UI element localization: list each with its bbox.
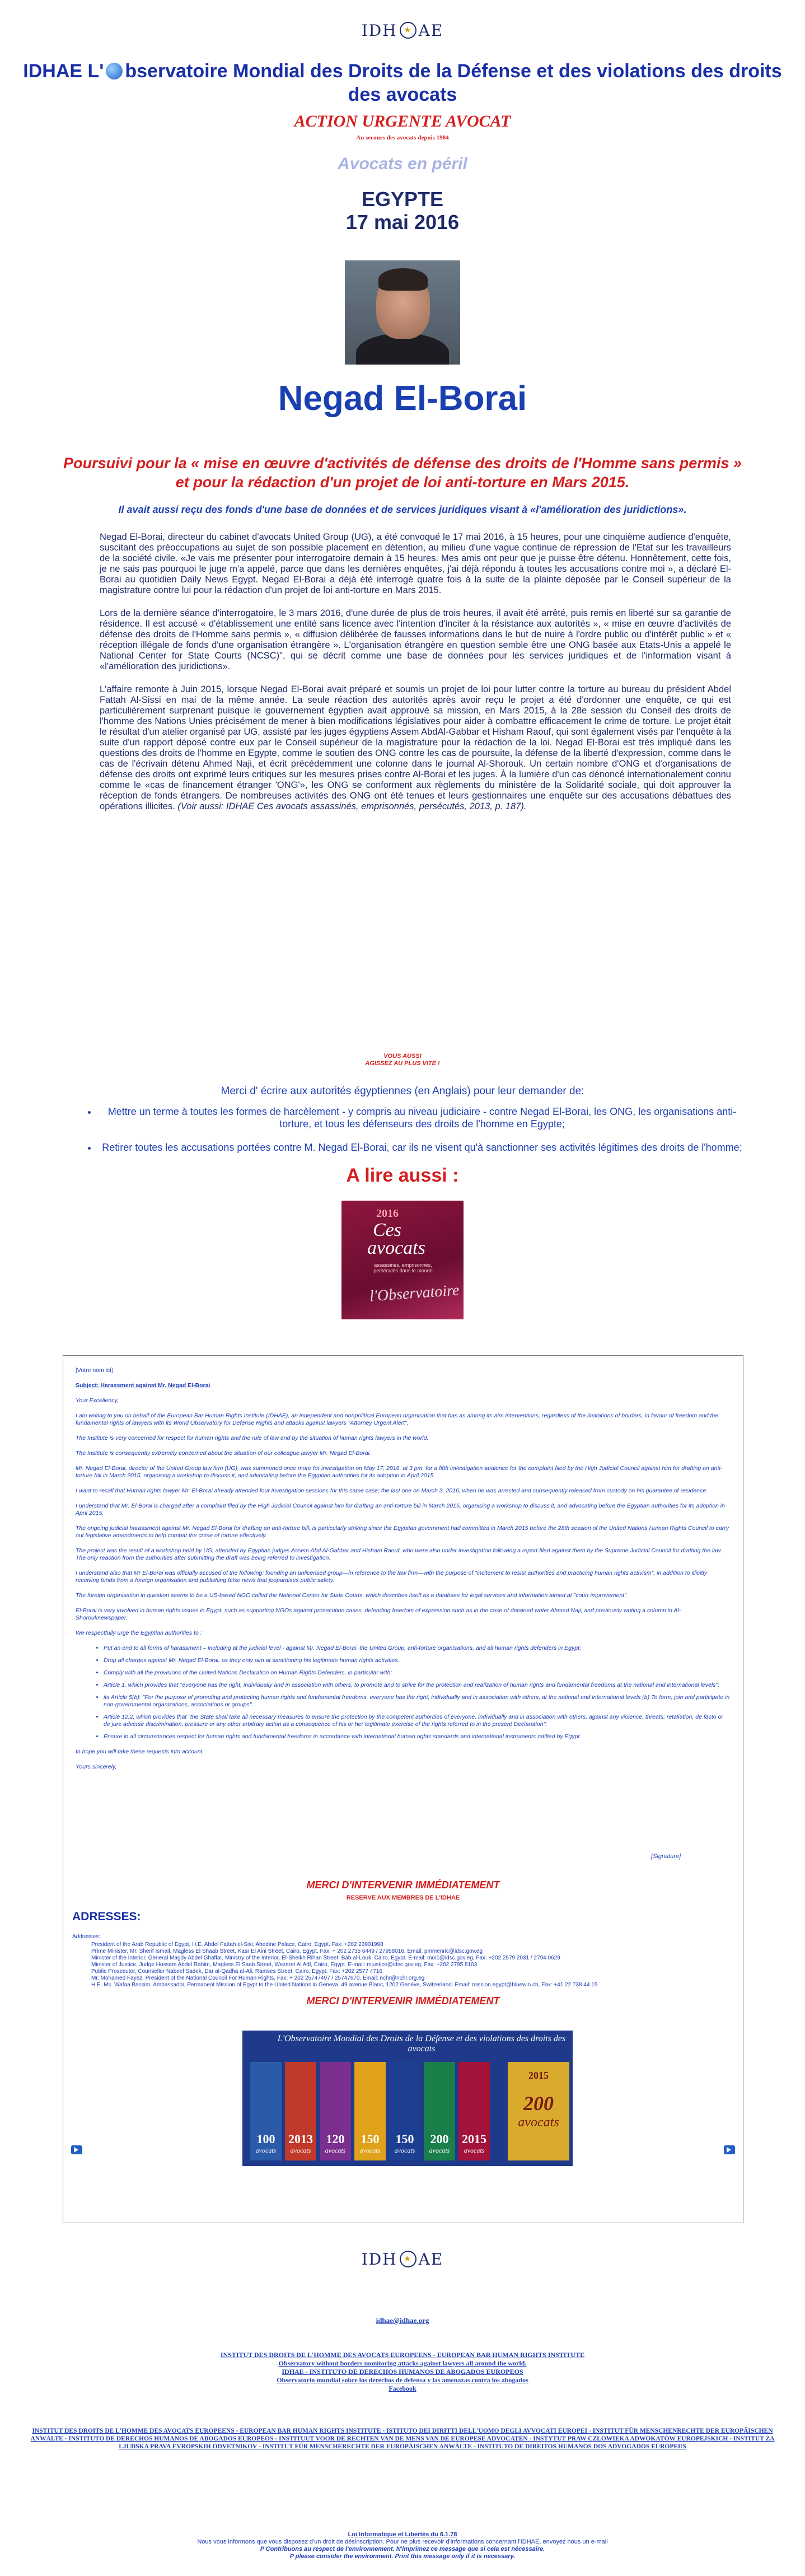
letter-paragraph: The project was the result of a workshop held by UG, attended by Egyptian judges Assem Abd Al-Gabbar and Hisham Raouf, who were also under investigation following a report filed against them by the Supreme Judicial Council for drafting the law. The only reaction from the authorities after submitting the draft was being referred to investigation. — [76, 1547, 723, 1561]
title-prefix: IDHAE L' — [23, 60, 104, 82]
institute-link[interactable]: IDHAE - INSTITUTO DE DERECHOS HUMANOS DE ABOGADOS EUROPEOS — [282, 2368, 523, 2376]
lawyer-portrait — [345, 260, 460, 365]
institute-link[interactable]: Observatory without borders monitoring attacks against lawyers all around the world. — [278, 2359, 527, 2367]
paragraph-3-text: L'affaire remonte à Juin 2015, lorsque Negad El-Borai avait préparé et soumis un projet de loi pour lutter contre la torture au bureau du président Abdel Fattah Al-Sissi en mai de la même année. La seule réaction des autorités après avoir reçu le projet a été d'ordonner une enquête, ce qui est particulièrement surprenant puisque le gouvernement égyptien avait approuvé sa mission, en Mars 2015, à la 28e session du Conseil des droits de l'homme des Nations Unies précisément de mener à bien modifications législatives pour aider à combattre efficacement le crime de torture. Le projet était le résultat d'un atelier organisé par UG, assisté par les juges égyptiens Assem AbdAl-Gabbar et Hisham Raouf, qui sont également visés par l'enquête à la suite d'un rapport déposé contre eux par le Conseil supérieur de la magistrature pour la rédaction de la loi. Negad El-Borai est très impliqué dans les questions des droits de l'homme en Egypte, comme le soutien des ONG contre les cas de poursuite, la défense de la liberté d'expression, comme dans le cas de l'écrivain détenu Ahmed Naji, et écrit précédemment une colonne dans le journal Al-Shorouk. Un certain nombre d'ONG et d'organisations de défense des droits ont exprimé leurs critiques sur les mesures prises contre Al-Borai et les juges. À la lumière d'un cas dénoncé internationalement connu comme le «cas de financement étranger 'ONG'», les ONG se conforment aux règlements du ministère de la Solidarité sociale, qui doit approuver la réception de fonds étrangers. De nombreuses activités des ONG ont été tenues et leurs gestionnaires une enquête sur des accusations débattues des opérations illicites. — [100, 684, 731, 811]
prev-arrow-icon[interactable] — [71, 2145, 82, 2154]
banner-book-word: avocats — [394, 2146, 415, 2154]
letter-signature: [Signature] — [651, 1853, 681, 1860]
book-title-1: Ces — [373, 1220, 401, 1240]
legal-law[interactable]: Loi Informatique et Libertés du 6.1.78 — [348, 2531, 457, 2538]
letter-subject — [76, 1382, 731, 1389]
demand-item: • Mettre un terme à toutes les formes de harcèlement - y compris au niveau judiciaire - contre Negad El-Borai, les ONG, les organisations anti-torture, et tous les défenseurs des droits de l'homme en Egypte; — [97, 1105, 747, 1130]
letter-paragraph: I understand that Mr. El-Borai is charged after a complaint filed by the High Judicial Council against him for drafting an anti-torture bill in March 2015, organising a workshop to discuss it, and advocating before the Egyptian authorities for its adoption in April 2015. — [76, 1502, 725, 1516]
banner-book — [250, 2062, 282, 2160]
logo-text-left: IDH — [361, 21, 397, 40]
next-arrow-icon[interactable] — [724, 2145, 735, 2154]
agissez: AGISSEZ AU PLUS VITE ! — [365, 1060, 440, 1067]
letter-paragraph: I understand also that Mr El-Borai was officially accused of the following: founding an unlicensed group—in reference to the law firm—with the purpose of "incitement to resist authorities and practicing human rights activism", in addition to illicitly receiving funds from a foreign organisation and publishing false news that jeopardises public safety. — [76, 1570, 708, 1584]
portrait-hair — [378, 268, 428, 291]
letter-request-item: • its Article 5(b): "For the purpose of promoting and protecting human rights and fundamental freedoms, everyone has the right, individually and in association with others, at the national and international levels (b) To form, join and participate in non-governmental organizations, associations or groups". — [104, 1694, 731, 1709]
book-title-2: avocats — [367, 1238, 425, 1258]
banner-book-number: 120 — [326, 2132, 345, 2146]
letter-paragraph: The foreign organisation in question seems to be a US-based NGO called the National Center for State Courts, which describes itself as a database for legal services and information aimed at "court improvement". — [76, 1592, 628, 1599]
addresses-label: Addresses: — [72, 1934, 101, 1940]
letter-body — [76, 1367, 731, 1779]
address-item: Public Prosecutor, Counsellor Nabeel Sadek, Dar al-Qadha al-Ali, Ramses Street, Cairo, Egypt. Fax: +202 2577 4716 — [91, 1968, 382, 1975]
vous-aussi: VOUS AUSSI — [383, 1053, 422, 1060]
facebook-link[interactable]: Facebook — [389, 2384, 416, 2392]
banner-book-number: 150 — [395, 2132, 414, 2146]
banner-big-book — [508, 2062, 569, 2160]
observatory-banner[interactable] — [242, 2031, 573, 2166]
book-cover-link[interactable] — [341, 1201, 464, 1319]
big-book-year: 2015 — [528, 2070, 549, 2081]
letter-paragraph: The Institute is consequently extremely concerned about the situation of our colleague lawyer Mr. Negad El-Borai. — [76, 1450, 371, 1457]
footer-institutes — [112, 2351, 693, 2393]
banner-book — [458, 2062, 490, 2160]
letter-name-placeholder: [Votre nom ici] — [76, 1367, 113, 1374]
banner-book — [320, 2062, 351, 2160]
banner-book — [389, 2062, 420, 2160]
star-circle-icon: ★ — [400, 2251, 416, 2267]
call-to-action — [0, 1053, 805, 1067]
merci-intervenir-2: MERCI D'INTERVENIR IMMÉDIATEMENT — [306, 1995, 500, 2006]
email-link[interactable]: idhae@idhae.org — [376, 2316, 429, 2325]
institute-link[interactable]: INSTITUT DES DROITS DE L'HOMME DES AVOCATS EUROPEENS - EUROPEAN BAR HUMAN RIGHTS INSTITUTE — [220, 2351, 585, 2359]
letter-salutation: Your Excellency, — [76, 1397, 119, 1404]
letter-request-item: • Comply with all the provisions of the United Nations Declaration on Human Rights Defenders, in particular with: — [104, 1669, 731, 1677]
legal-environment-fr: P Contribuons au respect de l'environnement. N'imprimez ce message que si cela est nécessaire. — [260, 2546, 545, 2552]
merci-intervenir: MERCI D'INTERVENIR IMMÉDIATEMENT — [306, 1879, 500, 1891]
footer-logo-text-right: AE — [418, 2250, 444, 2269]
banner-book-number: 150 — [361, 2132, 380, 2146]
letter-request-item: • Drop all charges against Mr. Negad El-Borai, as they only aim at sanctioning his legitimate human rights activities. — [104, 1657, 731, 1664]
letter-closing: In hope you will take these requests into account. — [76, 1748, 204, 1755]
banner-book — [354, 2062, 386, 2160]
banner-book-number: 2013 — [288, 2132, 313, 2146]
book-series: l'Observatoire — [369, 1281, 460, 1305]
banner-book — [285, 2062, 316, 2160]
letter-paragraph: El-Borai is very involved in human rights issues in Egypt, such as supporting NGOs against prosecution cases, defending freedom of expression such as in the case of detained writer Ahmed Naji, and previously writing a column in Al-Shorouknewspaper. — [76, 1607, 681, 1621]
paragraph-2: Lors de la dernière séance d'interrogatoire, le 3 mars 2016, d'une durée de plus de trois heures, il avait été arrêté, puis remis en liberté sur sa garantie de résidence. Il est accusé « d'établissement une entité sans licence avec l'intention d'inciter à la résistance aux autorités », « mise en œuvre d'activités de défense des droits de l'Homme sans permis », « diffusion délibérée de fausses informations dans le but de nuire à l'ordre public ou d'intérêt public » et « réception illégale de fonds d'une organisation étrangère ». L'organisation étrangère en question semble être une ONG basée aux Etats-Unis a appelé le National Center for State Courts (NCSC)", qui se décrit comme une base de données pour les services juridiques et de l'information visant à «l'amélioration des juridictions». — [100, 608, 731, 671]
legal-environment-en: P please consider the environment. Print this message only if it is necessary. — [289, 2553, 516, 2560]
letter-request-item: • Put an end to all forms of harassment – including at the judicial level - against Mr. Negad El-Borai, the United Group, anti-torture organisations, and all human rights defenders in Egypt; — [104, 1645, 731, 1652]
demands-list — [84, 1105, 747, 1165]
addresses-items — [72, 1942, 733, 1989]
case-description — [100, 532, 731, 824]
avocats-en-peril: Avocats en péril — [338, 155, 467, 173]
book-tagline: assassinés, emprisonnés, persécutés dans le monde — [373, 1262, 433, 1273]
address-item[interactable]: H.E. Ms. Wafaa Bassim, Ambassador, Permanent Mission of Egypt to the United Nations in Geneva, 49 avenue Blanc, 1202 Genève, Switzerland. Email: mission.egypt@bluewin.ch, Fax: +41 22 738 44 15 — [91, 1982, 598, 1988]
footer-email — [0, 2316, 805, 2325]
paragraph-1: Negad El-Borai, directeur du cabinet d'avocats United Group (UG), a été convoqué le 17 mai 2016, à 15 heures, pour une cinquième audience d'enquête, suscitant des préoccupations au sujet de son possible placement en détention, au milieu d'une vague continue de répression de l'Etat sur les travailleurs de la société civile. «Je vais me présenter pour interrogatoire demain à 15 heures. Mes amis ont peur que je puisse être détenu. Honnêtement, cette fois, je ne sais pas pourquoi le juge m'a appelé, parce que dans les dernières enquêtes, j'ai déjà répondu à toutes les accusations contre moi », a déclaré El-Borai au quotidien Daily News Egypt. Negad El-Borai a déjà été interrogé quatre fois à la suite de la plainte déposée par le Conseil supérieur de la magistrature contre lui pour la rédaction d'un projet de loi anti-torture en Mars 2015. — [100, 532, 731, 595]
write-request: Merci d' écrire aux autorités égyptiennes (en Anglais) pour leur demander de: — [221, 1085, 584, 1097]
reserve-membres: RESERVE AUX MEMBRES DE L'IDHAE — [346, 1894, 460, 1901]
letter-paragraph: The Institute is very concerned for respect for human rights and the rule of law and by the situation of human rights lawyers in the world. — [76, 1435, 429, 1441]
letter-request-item: • Ensure in all circumstances respect for human rights and fundamental freedoms in accordance with international human rights standards and international instruments ratified by Egypt. — [104, 1733, 731, 1740]
letter-request-item: • Article 1, which provides that "everyone has the right, individually and in association with others, to promote and to strive for the protection and realization of human rights and fundamental freedoms at the national and international levels"; — [104, 1682, 731, 1689]
letter-paragraph: The ongoing judicial harassment against Mr. Negad El-Borai for drafting an anti-torture bill, is particularly striking since the Egyptian government had committed in March 2015 before the 28th session of the United Nations Human Rights Council to carry out legislative amendments to help combat the crime of torture effectively. — [76, 1525, 729, 1539]
letter-paragraph: Mr. Negad El-Borai, director of the United Group law firm (UG), was summoned once more for investigation on May 17, 2016, at 3 pm, for a fifth investigation audience for the complaint filed by the High Judicial Council against him for drafting an anti-torture bill in March 2015, organising a workshop to discuss it, and advocating before the Egyptian authorities for its adoption in April 2015. — [76, 1465, 723, 1479]
logo-text-right: AE — [418, 21, 444, 40]
read-also-heading: A lire aussi : — [346, 1165, 459, 1186]
demand-item: • Retirer toutes les accusations portées contre M. Negad El-Borai, car ils ne visent qu'à sanctionner ses activités légitimes des droits de l'homme; — [97, 1141, 747, 1154]
address-item[interactable]: Minister of Justice, Judge Hossam Abdel Rahim, Magless El Saab Street, Wezaret Al Adl, Cairo, Egypt. E-mail: mjustice@idsc.gov.eg, Fax: +202 2795 8103 — [91, 1962, 478, 1968]
banner-book-word: avocats — [464, 2146, 485, 2154]
addresses-heading: ADRESSES: — [72, 1910, 141, 1923]
letter-paragraph: We respectfully urge the Egyptian authorities to : — [76, 1630, 202, 1636]
action-urgent-heading: ACTION URGENTE AVOCAT — [294, 112, 511, 130]
star-circle-icon: ★ — [400, 22, 416, 39]
banner-book-word: avocats — [255, 2146, 277, 2154]
banner-book-word: avocats — [290, 2146, 311, 2154]
footer-logo[interactable] — [358, 2246, 447, 2272]
case-subject-note: Il avait aussi reçu des fonds d'une base de données et de services juridiques visant à «l'amélioration des juridictions». — [118, 504, 687, 515]
letter-requests — [76, 1645, 731, 1740]
banner-book-word: avocats — [429, 2146, 450, 2154]
banner-book-row — [250, 2062, 490, 2160]
address-item[interactable]: Minister of the Interior, General Magdy Abdel Ghaffar, Ministry of the Interior, El-Sheikh Rihan Street, Bab al-Louk, Cairo, Egypt. E-mail: moi1@idsc.gov.eg, Fax: +202 2579 2031 / 2794 0629 — [91, 1955, 560, 1961]
legal-unsubscribe: Nous vous informons que vous disposez d'un droit de désinscription. Pour ne plus recevoir d'informations concernant l'IDHAE, envoyez nous un e-mail — [197, 2538, 608, 2545]
footer-institutes-multilingual[interactable]: INSTITUT DES DROITS DE L'HOMME DES AVOCATS EUROPEENS - EUROPEAN BAR HUMAN RIGHTS INSTITUTE - ISTITUTO DEI DIRITTI DELL'UOMO DEGLI AVVOCATI EUROPEI - INSTITUT FÜR MENSCHENRECHTE DER EUROPÄISCHEN ANWÄLTE - INSTITUTO DE DERECHOS HUMANOS DE ABOGADOS EUROPEOS - INSTITUUT VOOR DE RECHTEN VAN DE MENS VAN DE EUROPESE ADVOCATEN - INSTYTUT PRAW CZŁOWIEKA ADWOKATÓW EUROPEJSKICH - INSTITUT ZA LJUDSKA PRAVA EVROPSKIH ODVETNIKOV - INSTITUT FÜR MENSCHERECHTE DER EUROPÄISCHEN ANWÄLTE - INSTITUTO DE DIREITOS HUMANOS DOS ADVOGADOS EUROPEUS — [30, 2428, 775, 2450]
lawyer-name: Negad El-Borai — [278, 379, 527, 418]
address-item[interactable]: Mr. Mohamed Fayez, President of the National Council For Human Rights. Fax: + 202 25747497 / 25747670. Email: nchr@nchr.org.eg — [91, 1975, 425, 1981]
address-item: President of the Arab Republic of Egypt, H.E. Abdel Fattah el-Sisi, Abedine Palace, Cairo, Egypt. Fax: +202 23901998 — [91, 1942, 383, 1948]
model-letter — [63, 1355, 743, 2223]
institute-link[interactable]: Observatorio mundial sobre los derechos de defensa y las amenazas contra los abogados — [277, 2376, 528, 2384]
letter-paragraph: I want to recall that Human rights lawyer Mr. El-Borai already attended four investigation sessions for this same case; the last one on March 3, 2016, when he was arrested and subsequently released from custody on his guarantee of residence. — [76, 1487, 708, 1494]
paragraph-3 — [100, 684, 731, 812]
footer-legal — [0, 2531, 805, 2560]
paragraph-3-reference: (Voir aussi: IDHAE Ces avocats assassinés, emprisonnés, persécutés, 2013, p. 187). — [177, 801, 527, 811]
title-suffix: bservatoire Mondial des Droits de la Défense et des violations des droits des avocats — [125, 60, 782, 105]
banner-heading: L'Observatoire Mondial des Droits de la Défense et des violations des droits des avocats — [277, 2034, 566, 2054]
action-urgent-subtitle: Au secours des avocats depuis 1984 — [356, 134, 449, 141]
banner-book-word: avocats — [325, 2146, 346, 2154]
banner-book-word: avocats — [359, 2146, 381, 2154]
footer-logo-text-left: IDH — [361, 2250, 397, 2269]
country-label: EGYPTE — [361, 188, 444, 211]
book-year: 2016 — [376, 1207, 399, 1220]
big-book-word: avocats — [518, 2115, 559, 2130]
banner-book-number: 200 — [430, 2132, 449, 2146]
banner-book-number: 2015 — [462, 2132, 486, 2146]
case-subject: Poursuivi pour la « mise en œuvre d'activités de défense des droits de l'Homme sans permis » et pour la rédaction d'un projet de loi anti-torture en Mars 2015. — [63, 455, 742, 491]
page-title — [22, 59, 783, 106]
date-label: 17 mai 2016 — [345, 211, 460, 234]
letter-request-item: • Article 12.2, which provides that "the State shall take all necessary measures to ensure the protection by the competent authorities of everyone, individually and in association with others, against any violence, threats, retaliation, de facto or de jure adverse discrimination, pressure or any other arbitrary action as a consequence of his or her legitimate exercise of the rights referred to in the present Declaration"; — [104, 1714, 731, 1728]
banner-book-number: 100 — [256, 2132, 275, 2146]
big-book-number: 200 — [523, 2092, 554, 2115]
address-item[interactable]: Prime Minister, Mr. Sherif Ismail, Magless El Shaab Street, Kasr El Aini Street, Cairo, Egypt. Fax: + 202 2735 6449 / 27958016. Email: pmmenric@idsc.gov.eg — [91, 1948, 483, 1954]
banner-book — [424, 2062, 455, 2160]
addresses-list — [72, 1934, 733, 1989]
letter-closing: Yours sincerely, — [76, 1763, 117, 1770]
letter-subject-text: Subject: Harassment against Mr. Negad El-Borai — [76, 1382, 210, 1389]
letter-paragraph: I am writing to you on behalf of the European Bar Human Rights Institute (IDHAE), an independent and nonpolitical European organisation that has as among its aim interventions, regardless of the limitations of borders, in favour of freedom and the fundamental rights of lawyers with its World Observatory for Defense Rights and attacks against lawyers "Attorney Urgent Alert". — [76, 1412, 719, 1426]
idhae-logo[interactable] — [358, 17, 447, 44]
globe-icon — [106, 63, 123, 80]
